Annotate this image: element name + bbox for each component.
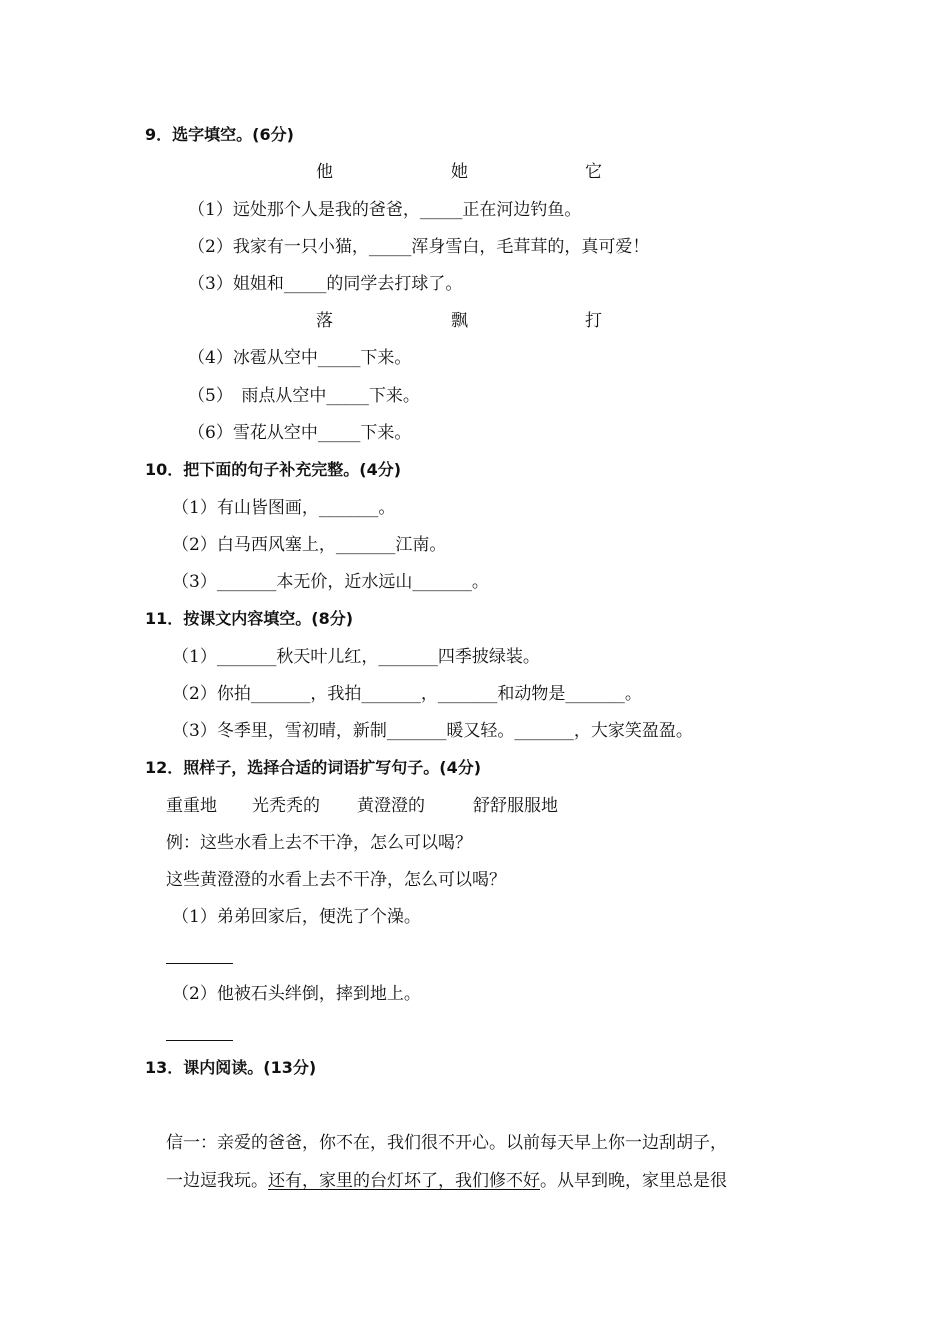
- q9-title: 9．选字填空。(6分): [145, 125, 294, 144]
- q9-choice-4: 落: [316, 311, 333, 331]
- q11-item-1: （1）_______秋天叶儿红，_______四季披绿装。: [172, 647, 540, 667]
- q10-item-3: （3）_______本无价，近水远山_______。: [172, 572, 489, 592]
- q12-word-4: 舒舒服服地: [473, 796, 558, 816]
- q12-word-1: 重重地: [166, 796, 217, 816]
- q9-choice-2: 她: [451, 162, 468, 182]
- q11-item-3: （3）冬季里，雪初晴，新制_______暖又轻。_______，大家笑盈盈。: [172, 721, 693, 741]
- q13-title: 13．课内阅读。(13分): [145, 1058, 317, 1077]
- q9-choice-5: 飘: [451, 311, 468, 331]
- q9-item-3: （3）姐姐和_____的同学去打球了。: [188, 274, 463, 294]
- q13-text-b: 。从早到晚，家里总是很: [540, 1171, 727, 1191]
- q10-item-2: （2）白马西风塞上，_______江南。: [172, 535, 447, 555]
- q12-example: 例：这些水看上去不干净，怎么可以喝？: [166, 833, 472, 853]
- q13-paragraph-line-1: 信一：亲爱的爸爸，你不在，我们很不开心。以前每天早上你一边刮胡子，: [166, 1133, 727, 1153]
- q12-answer-line-1[interactable]: [166, 963, 233, 964]
- q9-choice-1: 他: [316, 162, 333, 182]
- q12-word-3: 黄澄澄的: [357, 796, 425, 816]
- q12-word-2: 光秃秃的: [252, 796, 320, 816]
- q12-answer-line-2[interactable]: [166, 1040, 233, 1041]
- q12-item-2: （2）他被石头绊倒，摔到地上。: [172, 984, 421, 1004]
- q9-item-4: （4）冰雹从空中_____下来。: [188, 348, 412, 368]
- q10-title: 10．把下面的句子补充完整。(4分): [145, 460, 402, 479]
- q12-title: 12．照样子，选择合适的词语扩写句子。(4分): [145, 758, 482, 777]
- q13-text-a: 一边逗我玩。: [166, 1171, 268, 1191]
- q10-item-1: （1）有山皆图画，_______。: [172, 498, 396, 518]
- q12-item-1: （1）弟弟回家后，便洗了个澡。: [172, 907, 421, 927]
- q12-example-answer: 这些黄澄澄的水看上去不干净，怎么可以喝？: [166, 870, 506, 890]
- q9-choice-6: 打: [585, 311, 602, 331]
- q11-item-2: （2）你拍_______，我拍_______，_______和动物是_______。: [172, 684, 642, 704]
- q9-choice-3: 它: [585, 162, 602, 182]
- q9-item-1: （1）远处那个人是我的爸爸，_____正在河边钓鱼。: [188, 200, 582, 220]
- q13-paragraph-line-2: [166, 1170, 727, 1192]
- q13-underlined-sentence: 还有，家里的台灯坏了，我们修不好: [268, 1171, 540, 1191]
- q9-item-6: （6）雪花从空中_____下来。: [188, 423, 412, 443]
- q11-title: 11．按课文内容填空。(8分): [145, 609, 354, 628]
- q9-item-2: （2）我家有一只小猫，_____浑身雪白，毛茸茸的，真可爱！: [188, 237, 650, 257]
- q9-item-5: （5） 雨点从空中_____下来。: [188, 386, 420, 406]
